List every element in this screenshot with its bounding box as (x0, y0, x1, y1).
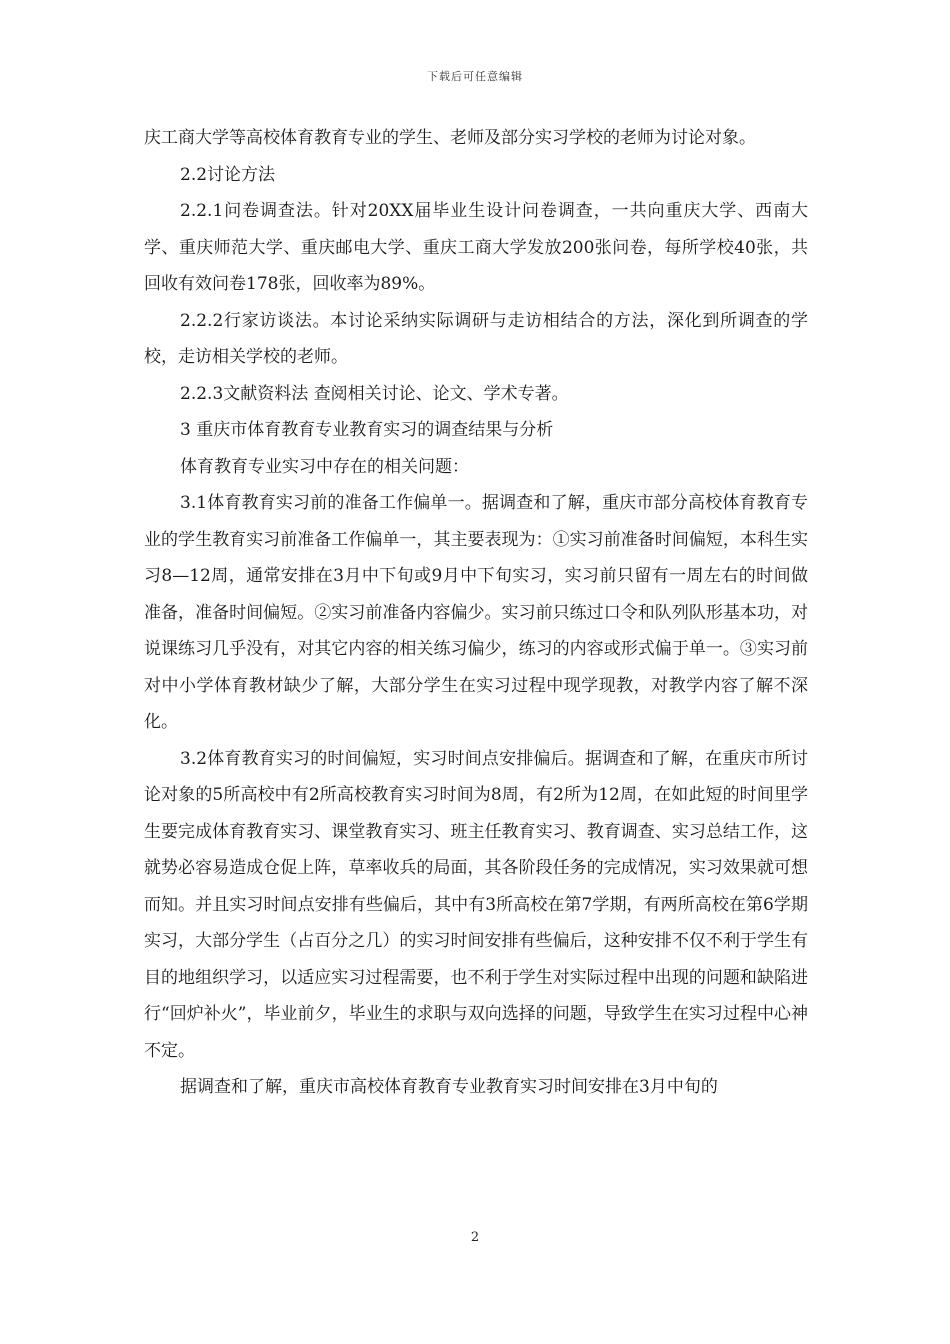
paragraph: 2.2.1问卷调查法。针对20XX届毕业生设计问卷调查，一共向重庆大学、西南大学、重庆师范大学、重庆邮电大学、重庆工商大学发放200张问卷，每所学校40张，共回收有效问卷178张，回收率为89%。 (144, 201, 808, 294)
page-number: 2 (470, 1230, 480, 1245)
paragraph: 体育教育专业实习中存在的相关问题： (180, 456, 469, 477)
body-text (144, 120, 808, 1106)
page-header: 下载后可任意编辑 (427, 70, 523, 83)
section-heading-3: 3 重庆市体育教育专业教育实习的调查结果与分析 (180, 420, 554, 440)
section-heading-2-2: 2.2讨论方法 (180, 164, 276, 185)
paragraph: 据调查和了解，重庆市高校体育教育专业教育实习时间安排在3月中旬的 (180, 1077, 718, 1097)
paragraph: 3.1体育教育实习前的准备工作偏单一。据调查和了解，重庆市部分高校体育教育专业的学生教育实习前准备工作偏单一，其主要表现为：①实习前准备时间偏短，本科生实习8—12周，通常安排在3月中下旬或9月中下旬实习，实习前只留有一周左右的时间做准备，准备时间偏短。②实习前准备内容偏少。实习前只练过口令和队列队形基本功，对说课练习几乎没有，对其它内容的相关练习偏少，练习的内容或形式偏于单一。③实习前对中小学体育教材缺少了解，大部分学生在实习过程中现学现教，对教学内容了解不深化。 (144, 493, 808, 732)
paragraph: 庆工商大学等高校体育教育专业的学生、老师及部分实习学校的老师为讨论对象。 (144, 128, 756, 148)
paragraph: 2.2.2行家访谈法。本讨论采纳实际调研与走访相结合的方法，深化到所调查的学校，走访相关学校的老师。 (144, 310, 808, 367)
paragraph: 3.2体育教育实习的时间偏短，实习时间点安排偏后。据调查和了解，在重庆市所讨论对象的5所高校中有2所高校教育实习时间为8周，有2所为12周，在如此短的时间里学生要完成体育教育实习、课堂教育实习、班主任教育实习、教育调查、实习总结工作，这就势必容易造成仓促上阵，草率收兵的局面，其各阶段任务的完成情况，实习效果就可想而知。并且实习时间点安排有些偏后，其中有3所高校在第7学期，有两所高校在第6学期实习，大部分学生（占百分之几）的实习时间安排有些偏后，这种安排不仅不利于学生有目的地组织学习，以适应实习过程需要，也不利于学生对实际过程中出现的问题和缺陷进行“回炉补火”，毕业前夕，毕业生的求职与双向选择的问题，导致学生在实习过程中心神不定。 (144, 748, 808, 1061)
paragraph: 2.2.3文献资料法 查阅相关讨论、论文、学术专著。 (180, 383, 569, 404)
